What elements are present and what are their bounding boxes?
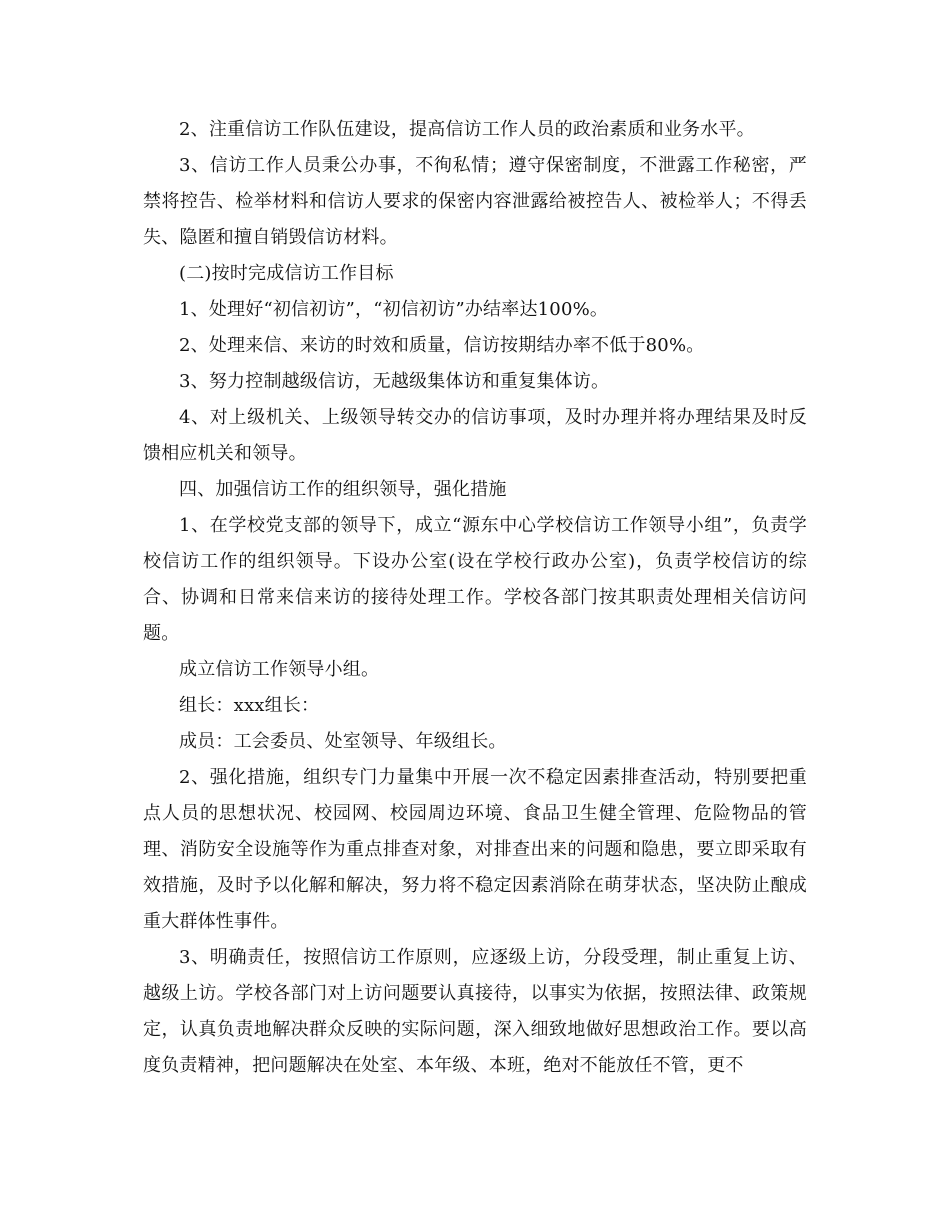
paragraph: 成立信访工作领导小组。: [179, 659, 380, 680]
document-body: [143, 112, 807, 1084]
paragraph: 3、明确责任，按照信访工作原则，应逐级上访，分段受理，制止重复上访、越级上访。学校各部门对上访问题要认真接待，以事实为依据，按照法律、政策规定，认真负责地解决群众反映的实际问题，深入细致地做好思想政治工作。要以高度负责精神，把问题解决在处室、本年级、本班，绝对不能放任不管，更不: [143, 947, 807, 1076]
paragraph: 4、对上级机关、上级领导转交办的信访事项，及时办理并将办理结果及时反馈相应机关和领导。: [143, 407, 807, 464]
paragraph: 2、处理来信、来访的时效和质量，信访按期结办率不低于80%。: [179, 335, 705, 356]
paragraph: 3、努力控制越级信访，无越级集体访和重复集体访。: [179, 371, 610, 392]
section-heading: (二)按时完成信访工作目标: [179, 263, 394, 284]
paragraph: 3、信访工作人员秉公办事，不徇私情；遵守保密制度，不泄露工作秘密，严禁将控告、检举材料和信访人要求的保密内容泄露给被控告人、被检举人；不得丢失、隐匿和擅自销毁信访材料。: [143, 155, 807, 248]
paragraph: 组长：xxx组长：: [179, 695, 320, 716]
paragraph: 2、强化措施，组织专门力量集中开展一次不稳定因素排查活动，特别要把重点人员的思想状况、校园网、校园周边环境、食品卫生健全管理、危险物品的管理、消防安全设施等作为重点排查对象，对排查出来的问题和隐患，要立即采取有效措施，及时予以化解和解决，努力将不稳定因素消除在萌芽状态，坚决防止酿成重大群体性事件。: [143, 767, 807, 932]
paragraph: 2、注重信访工作队伍建设，提高信访工作人员的政治素质和业务水平。: [179, 119, 755, 140]
paragraph: 成员：工会委员、处室领导、年级组长。: [179, 731, 507, 752]
section-heading: 四、加强信访工作的组织领导，强化措施: [179, 479, 507, 500]
paragraph: 1、在学校党支部的领导下，成立“源东中心学校信访工作领导小组”，负责学校信访工作的组织领导。下设办公室(设在学校行政办公室)，负责学校信访的综合、协调和日常来信来访的接待处理工作。学校各部门按其职责处理相关信访问题。: [143, 515, 807, 644]
paragraph: 1、处理好“初信初访”，“初信初访”办结率达100%。: [179, 299, 609, 320]
